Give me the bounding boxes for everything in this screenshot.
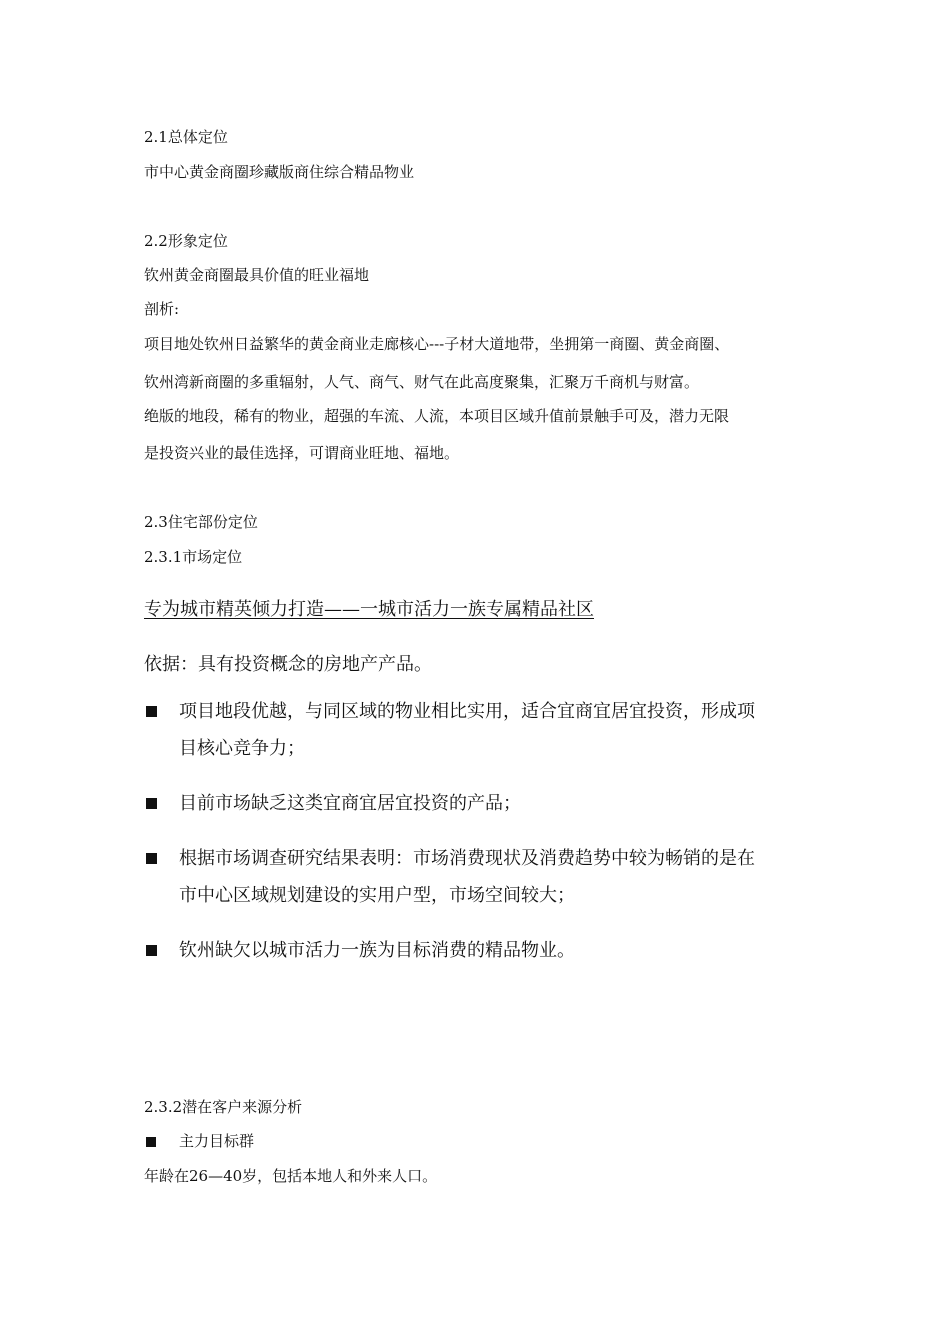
- target-group-label: 主力目标群: [179, 1132, 255, 1150]
- bullet-4-line-1: 钦州缺欠以城市活力一族为目标消费的精品物业。: [179, 940, 575, 961]
- bullet-square-icon: [146, 706, 157, 717]
- analysis-paragraph-2-line-2: 是投资兴业的最佳选择，可谓商业旺地、福地。: [144, 444, 460, 462]
- target-group-text: 年龄在26—40岁，包括本地人和外来人口。: [144, 1167, 438, 1185]
- bullet-1-line-2: 目核心竞争力；: [179, 738, 305, 759]
- analysis-label: 剖析:: [144, 300, 180, 318]
- section-2-3-heading: 2.3住宅部份定位: [144, 513, 258, 531]
- bullet-square-icon: [146, 945, 157, 956]
- section-2-2-heading: 2.2形象定位: [144, 232, 228, 250]
- section-2-2-text: 钦州黄金商圈最具价值的旺业福地: [144, 266, 370, 284]
- section-2-1-text: 市中心黄金商圈珍藏版商住综合精品物业: [144, 163, 415, 181]
- section-2-3-1-heading: 2.3.1市场定位: [144, 548, 243, 566]
- analysis-paragraph-2-line-1: 绝版的地段，稀有的物业，超强的车流、人流，本项目区域升值前景触手可及，潜力无限: [144, 407, 730, 425]
- bullet-2-line-1: 目前市场缺乏这类宜商宜居宜投资的产品；: [179, 793, 521, 814]
- bullet-square-icon: [146, 853, 157, 864]
- bullet-square-icon: [146, 798, 157, 809]
- bullet-square-icon: [146, 1137, 156, 1147]
- bullet-3-line-1: 根据市场调查研究结果表明：市场消费现状及消费趋势中较为畅销的是在: [179, 848, 755, 869]
- section-2-3-2-heading: 2.3.2潜在客户来源分析: [144, 1098, 303, 1116]
- basis-text: 依据：具有投资概念的房地产产品。: [144, 654, 432, 675]
- analysis-paragraph-1-line-1: 项目地处钦州日益繁华的黄金商业走廊核心---子材大道地带，坐拥第一商圈、黄金商圈、: [144, 335, 730, 353]
- slogan: 专为城市精英倾力打造——一城市活力一族专属精品社区: [144, 599, 594, 620]
- section-2-1-heading: 2.1总体定位: [144, 128, 228, 146]
- analysis-paragraph-1-line-2: 钦州湾新商圈的多重辐射，人气、商气、财气在此高度聚集，汇聚万千商机与财富。: [144, 373, 700, 391]
- bullet-1-line-1: 项目地段优越，与同区域的物业相比实用，适合宜商宜居宜投资，形成项: [179, 701, 755, 722]
- bullet-3-line-2: 市中心区域规划建设的实用户型，市场空间较大；: [179, 885, 575, 906]
